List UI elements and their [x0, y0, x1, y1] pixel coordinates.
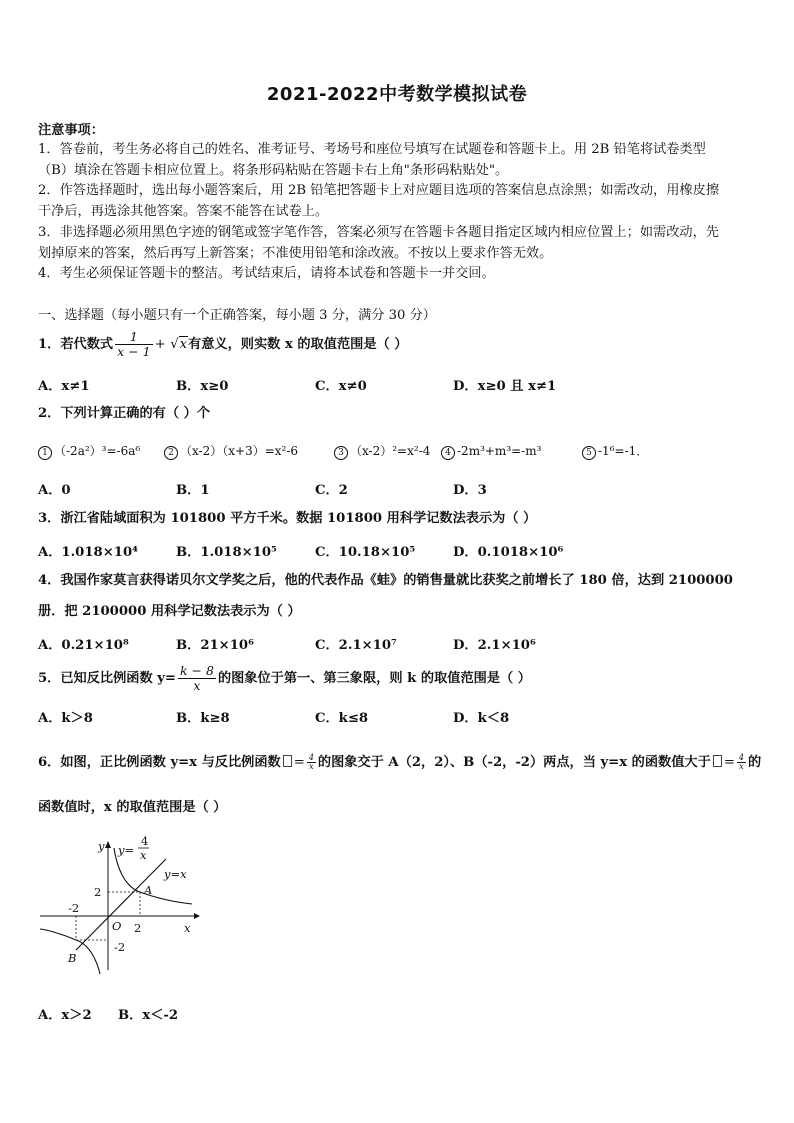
q2-item-1 [38, 442, 140, 460]
q2-item-3-text: （x-2）²=x²-4 [350, 444, 431, 458]
q6-part1: 6．如图，正比例函数 y=x 与反比例函数 [38, 755, 281, 770]
q6-frac2-den: x [737, 762, 746, 771]
q6-option-a: A．x＞2 [38, 1008, 92, 1023]
tick-x-neg2: -2 [68, 901, 80, 915]
q2-item-5-text: -1⁶=-1． [598, 444, 649, 458]
q2-item-5 [582, 442, 648, 460]
q2-item-4-text: -2m³+m³=-m³ [457, 444, 542, 458]
x-axis-arrow [194, 913, 200, 919]
q2-item-4 [441, 442, 541, 460]
q1-option-b: B．x≥0 [176, 379, 229, 394]
q2-circle-5: 5 [582, 446, 596, 460]
q6-part3: 的 [747, 755, 762, 770]
section-heading: 一、选择题（每小题只有一个正确答案，每小题 3 分，满分 30 分） [38, 308, 436, 323]
q6-frac1-den: x [307, 762, 316, 771]
q2-item-1-text: （-2a²）³=-6a⁶ [54, 444, 141, 458]
q5-frac-num: k − 8 [179, 663, 214, 678]
notice-line: 划掉原来的答案，然后再写上新答案；不准使用铅笔和涂改液。不按以上要求作答无效。 [38, 246, 553, 261]
q4-option-d: D．2.1×10⁶ [453, 638, 536, 653]
q3-option-b: B．1.018×10⁵ [176, 545, 277, 560]
q5-fraction [178, 664, 216, 693]
q6-fraction-2 [737, 754, 746, 771]
q5-frac-den: x [178, 678, 216, 693]
question-4-line1: 4．我国作家莫言获得诺贝尔文学奖之后，他的代表作品《蛙》的销售量就比获奖之前增长了 180 倍，达到 2100000 [38, 573, 733, 588]
q2-circle-1: 1 [38, 446, 52, 460]
q2-item-2-text: （x-2）（x+3）=x²-6 [180, 444, 299, 458]
question-6-line1 [38, 752, 761, 774]
y-axis-arrow [105, 841, 111, 848]
q1-option-d: D．x≥0 且 x≠1 [453, 379, 557, 394]
question-5-stem [38, 662, 531, 696]
q4-option-c: C．2.1×10⁷ [315, 638, 397, 653]
notice-line: （B）填涂在答题卡相应位置上。将条形码粘贴在答题卡右上角"条形码粘贴处"。 [38, 163, 509, 178]
missing-glyph-box [283, 755, 292, 767]
q4-option-b: B．21×10⁶ [176, 638, 254, 653]
notice-heading: 注意事项： [38, 123, 104, 138]
question-2-stem: 2．下列计算正确的有（ ）个 [38, 406, 211, 421]
q1-sqrt-radicand: x [179, 337, 188, 352]
missing-glyph-box [713, 755, 722, 767]
page-title: 2021-2022中考数学模拟试卷 [266, 84, 528, 105]
point-a-label: A [144, 883, 153, 897]
q5-option-c: C．k≤8 [315, 711, 369, 726]
q2-item-2 [164, 442, 298, 460]
q2-circle-4: 4 [441, 446, 455, 460]
tick-y-2: 2 [94, 885, 102, 899]
curve-label-prefix: y= [118, 843, 135, 857]
q2-option-c: C．2 [315, 483, 348, 498]
q1-suffix: 有意义，则实数 x 的取值范围是（ ） [188, 337, 408, 352]
q4-option-a: A．0.21×10⁸ [38, 638, 129, 653]
curve-label-den: x [140, 848, 147, 862]
q5-prefix: 5．已知反比例函数 y= [38, 671, 176, 686]
q1-sqrt-sign: √ [170, 337, 179, 352]
q5-option-a: A．k＞8 [38, 711, 93, 726]
q2-option-d: D．3 [453, 483, 487, 498]
q6-frac2-num: 4 [738, 753, 744, 762]
q2-option-a: A．0 [38, 483, 71, 498]
q6-option-b: B．x＜-2 [118, 1008, 179, 1023]
q1-sqrt [170, 328, 188, 362]
q3-option-c: C．10.18×10⁵ [315, 545, 416, 560]
tick-x-2: 2 [134, 921, 142, 935]
notice-line: 1．答卷前，考生务必将自己的姓名、准考证号、考场号和座位号填写在试题卷和答题卡上。用 2B 铅笔将试卷类型 [38, 142, 706, 157]
q5-option-d: D．k＜8 [453, 711, 510, 726]
q1-prefix: 1．若代数式 [38, 337, 114, 352]
q3-option-d: D．0.1018×10⁶ [453, 545, 564, 560]
function-graph [34, 834, 204, 974]
q1-frac-den: x − 1 [117, 344, 151, 359]
q6-eq2: = [723, 755, 735, 770]
notice-line: 3．非选择题必须用黑色字迹的钢笔或签字笔作答，答案必须写在答题卡各题目指定区域内相应位置上；如需改动，先 [38, 225, 719, 240]
q2-item-3 [334, 442, 430, 460]
notice-line: 干净后，再选涂其他答案。答案不能答在试卷上。 [38, 204, 329, 219]
q6-frac1-num: 4 [308, 753, 314, 762]
curve-label-num: 4 [141, 834, 149, 848]
q2-circle-3: 3 [334, 446, 348, 460]
q5-option-b: B．k≥8 [176, 711, 230, 726]
q1-option-c: C．x≠0 [315, 379, 367, 394]
q1-fraction [115, 330, 152, 359]
y-axis-label: y [98, 839, 105, 853]
q6-fraction-1 [307, 754, 316, 771]
q1-plus: + [154, 337, 166, 352]
x-axis-label: x [184, 921, 191, 935]
q1-option-a: A．x≠1 [38, 379, 90, 394]
point-b-label: B [68, 951, 77, 965]
question-6-line2: 函数值时，x 的取值范围是（ ） [38, 800, 227, 815]
question-1-stem [38, 328, 408, 362]
q2-circle-2: 2 [164, 446, 178, 460]
tick-y-neg2: -2 [114, 940, 126, 954]
notice-line: 2．作答选择题时，选出每小题答案后，用 2B 铅笔把答题卡上对应题目选项的答案信息点涂黑；如需改动，用橡皮擦 [38, 183, 720, 198]
question-3-stem: 3．浙江省陆域面积为 101800 平方千米。数据 101800 用科学记数法表示为（ ） [38, 511, 537, 526]
q2-option-b: B．1 [176, 483, 210, 498]
q6-part2: 的图象交于 A（2，2）、B（-2，-2）两点，当 y=x 的函数值大于 [317, 755, 711, 770]
line-label: y=x [164, 867, 187, 881]
notice-line: 4．考生必须保证答题卡的整洁。考试结束后，请将本试卷和答题卡一并交回。 [38, 266, 495, 281]
q5-suffix: 的图象位于第一、第三象限，则 k 的取值范围是（ ） [217, 671, 531, 686]
question-4-line2: 册．把 2100000 用科学记数法表示为（ ） [38, 604, 301, 619]
q3-option-a: A．1.018×10⁴ [38, 545, 138, 560]
q6-eq1: = [293, 755, 305, 770]
q1-frac-num: 1 [129, 329, 138, 344]
origin-label: O [112, 919, 122, 933]
